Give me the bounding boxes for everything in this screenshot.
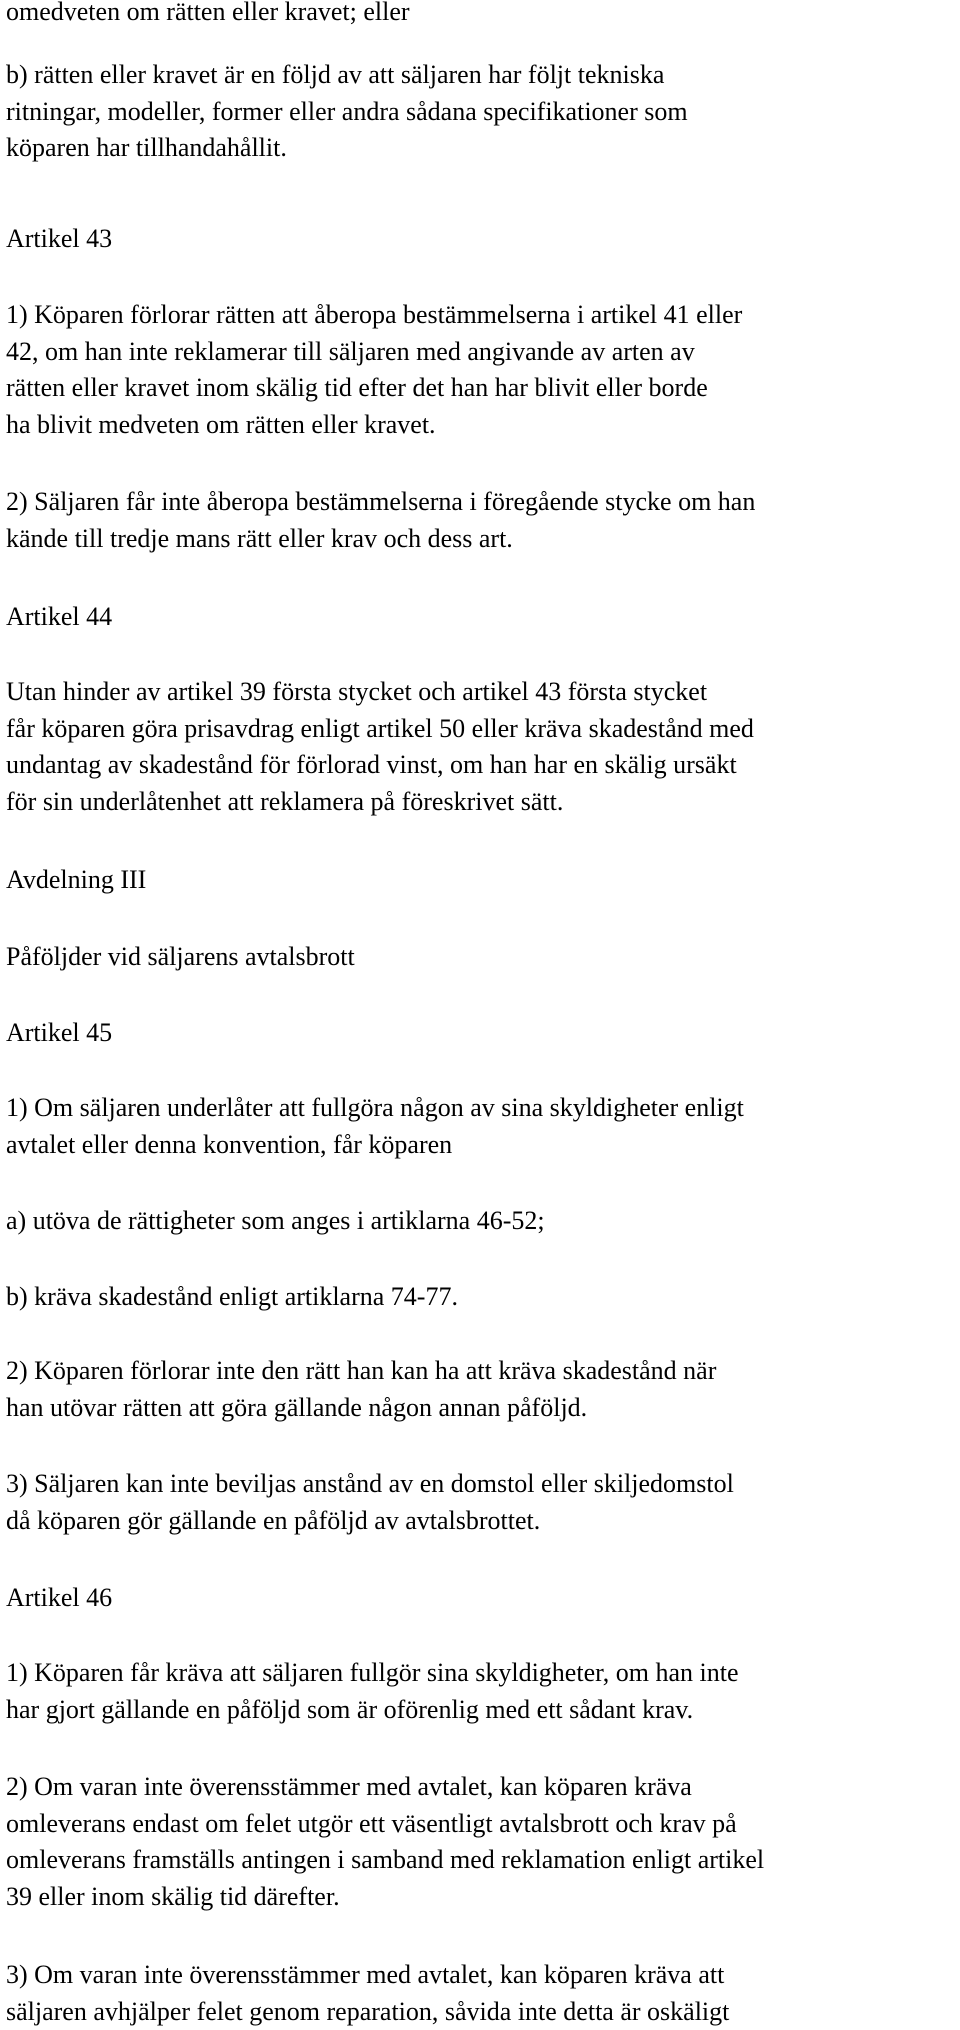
heading-avdelning-iii: Avdelning III [6,865,147,894]
heading-artikel-43: Artikel 43 [6,224,113,253]
heading-artikel-44: Artikel 44 [6,602,113,631]
heading-artikel-45: Artikel 45 [6,1018,113,1047]
art43-para-1: 1) Köparen förlorar rätten att åberopa bestämmelserna i artikel 41 eller 42, om han inte reklamerar till säljaren med angivande av arten av rätten eller kravet inom skälig tid efter det han har blivit eller borde ha blivit medveten om rätten eller kravet. [6,300,743,439]
art44-para: Utan hinder av artikel 39 första stycket och artikel 43 första stycket får köparen göra prisavdrag enligt artikel 50 eller kräva skadestånd med undantag av skadestånd för förlorad vinst, om han har en skälig ursäkt för sin underlåtenhet att reklamera på föreskrivet sätt. [6,677,754,816]
art43-para-2: 2) Säljaren får inte åberopa bestämmelserna i föregående stycke om han kände till tredje mans rätt eller krav och dess art. [6,487,756,553]
heading-pafoljder: Påföljder vid säljarens avtalsbrott [6,942,355,971]
text-fragment-top: omedveten om rätten eller kravet; eller [6,0,410,26]
document-page [6,0,960,2030]
art45-item-a: a) utöva de rättigheter som anges i artiklarna 46-52; [6,1206,545,1235]
art45-item-b: b) kräva skadestånd enligt artiklarna 74-77. [6,1282,458,1311]
art46-para-3: 3) Om varan inte överensstämmer med avtalet, kan köparen kräva att säljaren avhjälper felet genom reparation, såvida inte detta är oskäligt [6,1960,730,2026]
art46-para-1: 1) Köparen får kräva att säljaren fullgör sina skyldigheter, om han inte har gjort gällande en påföljd som är oförenlig med ett sådant krav. [6,1658,739,1724]
item-b: b) rätten eller kravet är en följd av att säljaren har följt tekniska ritningar, modeller, former eller andra sådana specifikationer som köparen har tillhandahållit. [6,60,688,162]
heading-artikel-46: Artikel 46 [6,1583,113,1612]
art46-para-2: 2) Om varan inte överensstämmer med avtalet, kan köparen kräva omleverans endast om felet utgör ett väsentligt avtalsbrott och krav på omleverans framställs antingen i samband med reklamation enligt artikel 39 eller inom skälig tid därefter. [6,1772,765,1911]
art45-para-1: 1) Om säljaren underlåter att fullgöra någon av sina skyldigheter enligt avtalet eller denna konvention, får köparen [6,1093,744,1159]
art45-para-3: 3) Säljaren kan inte beviljas anstånd av en domstol eller skiljedomstol då köparen gör gällande en påföljd av avtalsbrottet. [6,1469,734,1535]
art45-para-2: 2) Köparen förlorar inte den rätt han kan ha att kräva skadestånd när han utövar rätten att göra gällande någon annan påföljd. [6,1356,717,1422]
